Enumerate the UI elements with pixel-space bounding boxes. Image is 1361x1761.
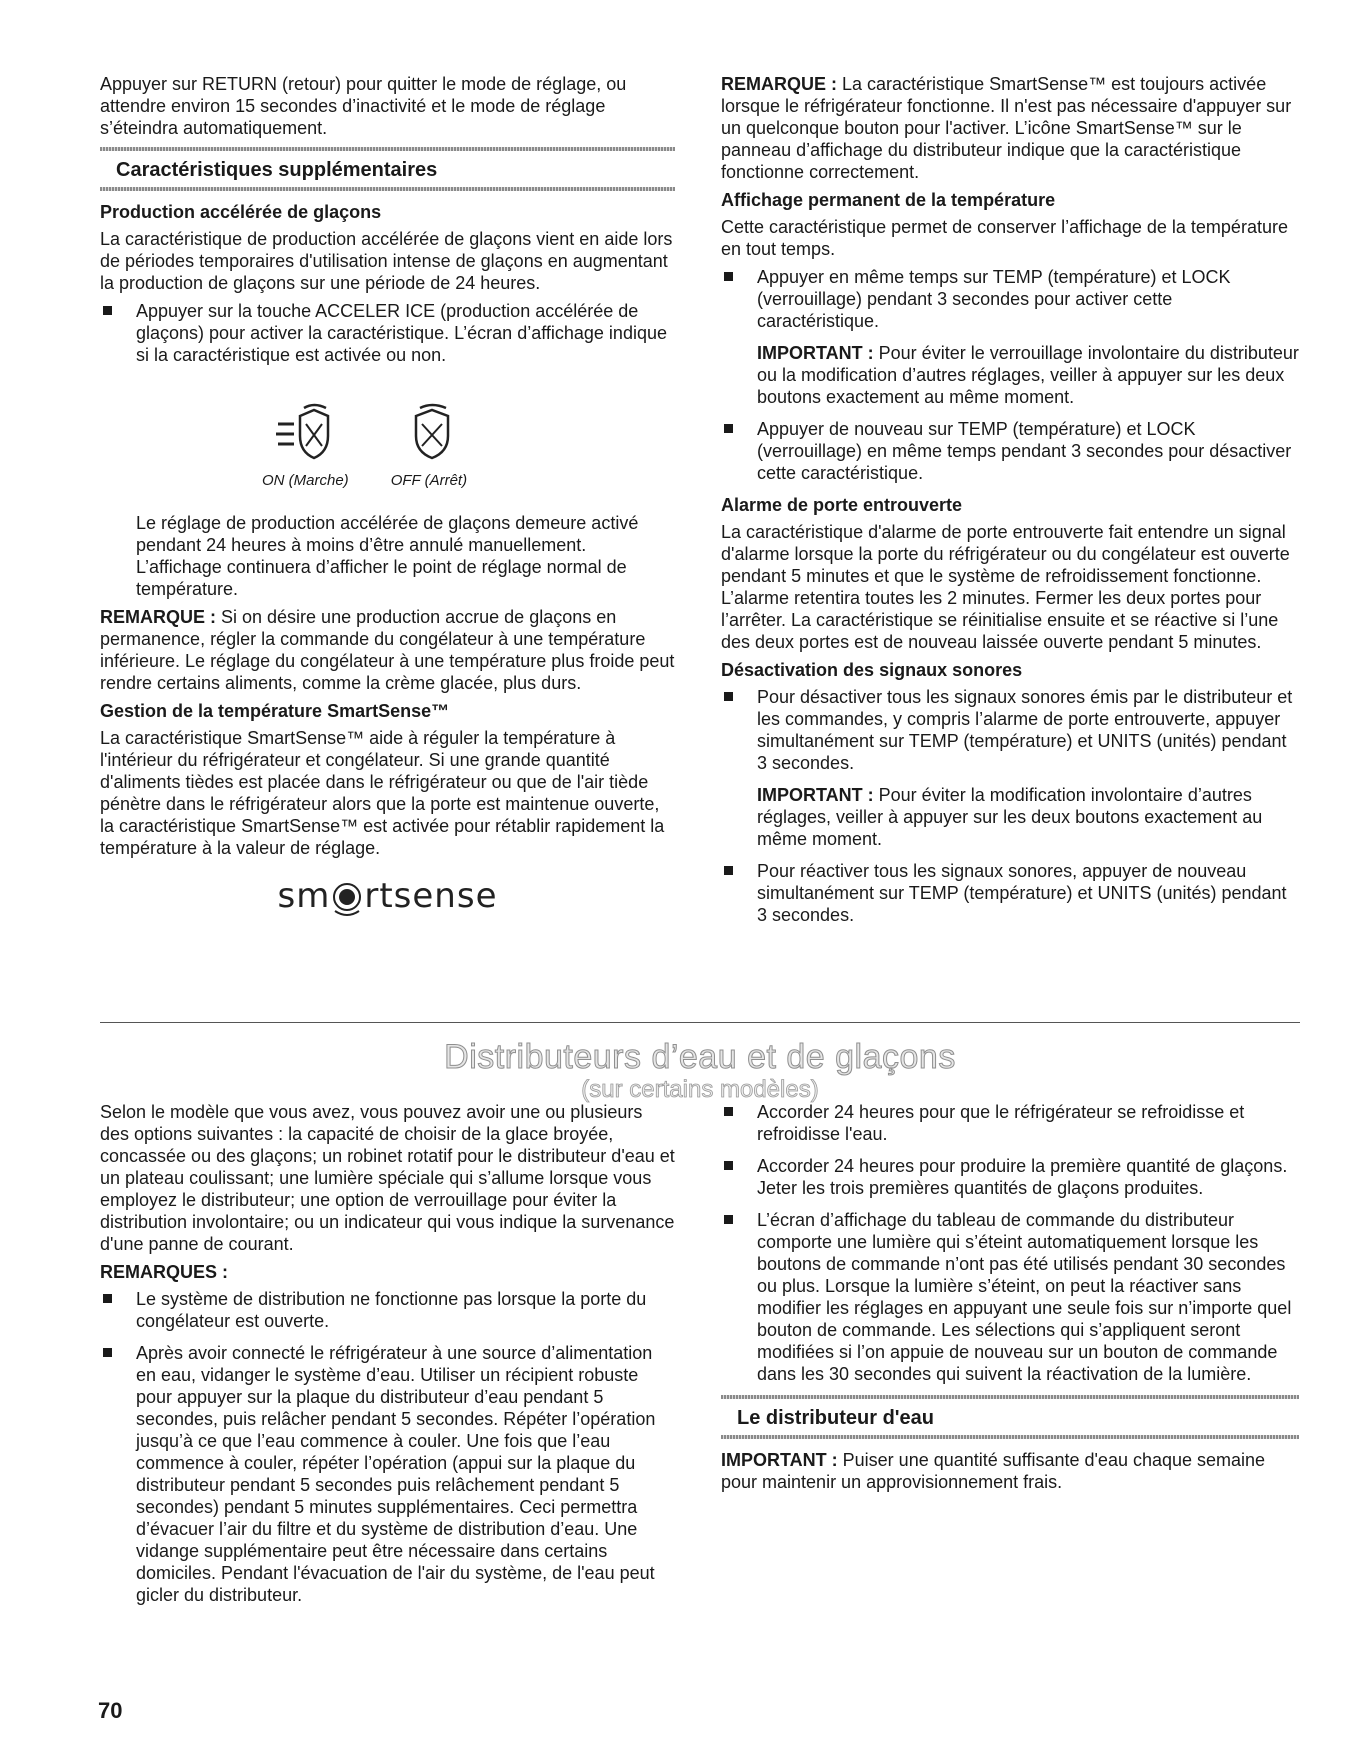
note-text: La caractéristique SmartSense™ est toujours activée lorsque le réfrigérateur fonctionne. Il n'est pas nécessaire d'appuyer sur un quelconque bouton pour l'activer. L’icône SmartSense™ sur le panneau d’affichage du distributeur indique que la caractéristique fonctionne correctement. [721, 74, 1292, 182]
list-item [721, 266, 1299, 408]
main-section-subtitle: (sur certains modèles) [581, 1076, 819, 1103]
left-column-top [100, 73, 675, 917]
paragraph-door-alarm: La caractéristique d'alarme de porte entrouverte fait entendre un signal d'alarme lorsque la porte du réfrigérateur ou du congélateur est ouverte pendant 5 minutes et que le système de refroidissement fonctionne. L’alarme retentira toutes les 2 minutes. Fermer les deux portes pour l’arrêter. La caractéristique se réinitialise ensuite et se réactive si l’une des deux portes est de nouveau laissée ouverte pendant 5 minutes. [721, 522, 1290, 652]
caption-off: OFF (Arrêt) [390, 472, 468, 489]
paragraph-smartsense: La caractéristique SmartSense™ aide à réguler la température à l'intérieur du réfrigérateur et congélateur. Si une grande quantité d'aliments tièdes est placée dans le réfrigérateur ou que de l'air tiède pénètre dans le réfrigérateur alors que la porte est maintenue ouverte, la caractéristique SmartSense™ est activée pour rétablir rapidement la température à la valeur de réglage. [100, 728, 665, 858]
note-smartsense [721, 73, 1299, 183]
list-item-text: Pour désactiver tous les signaux sonores émis par le distributeur et les commandes, y compris l’alarme de porte entrouverte, appuyer simultanément sur TEMP (température) et UNITS (unités) pendant 3 secondes. [757, 687, 1293, 773]
important-text: Pour éviter le verrouillage involontaire du distributeur ou la modification d’autres réglages, veiller à appuyer sur les deux boutons exactement au même moment. [757, 343, 1299, 407]
section-header-features [100, 147, 675, 191]
note-text: Si on désire une production accrue de glaçons en permanence, régler la commande du congélateur à une température inférieure. Le réglage du congélateur à une température plus froide peut rendre certains aliments, comme la crème glacée, plus durs. [100, 607, 675, 693]
list-item: Pour réactiver tous les signaux sonores, appuyer de nouveau simultanément sur TEMP (température) et UNITS (unités) pendant 3 secondes. [721, 860, 1299, 926]
paragraph-ice-duration: Le réglage de production accélérée de glaçons demeure activé pendant 24 heures à moins d’être annulé manuellement. L’affichage continuera d’afficher le point de réglage normal de température. [136, 513, 639, 599]
important-note [757, 342, 1299, 408]
note-label: REMARQUE : [100, 607, 216, 627]
note-ice [100, 606, 675, 694]
important-label: IMPORTANT : [757, 343, 874, 363]
section-title: Le distributeur d'eau [737, 1407, 935, 1429]
paragraph-dispenser-intro: Selon le modèle que vous avez, vous pouvez avoir une ou plusieurs des options suivantes : la capacité de choisir de la glace broyée, concassée ou des glaçons; un robinet rotatif pour le distributeur d'eau et un plateau coulissant; une lumière spéciale qui s’allume lorsque vous employez le distributeur; une option de verrouillage pour éviter la distribution involontaire; ou un indicateur qui vous indique la survenance d'une panne de courant. [100, 1102, 675, 1254]
important-text: Pour éviter la modification involontaire d’autres réglages, veiller à appuyer sur les deux boutons exactement au même moment. [757, 785, 1263, 849]
divider-bottom [721, 1435, 1299, 1439]
subheading-door-alarm: Alarme de porte entrouverte [721, 495, 963, 515]
subheading-sounds: Désactivation des signaux sonores [721, 660, 1023, 680]
subheading-remarques: REMARQUES : [100, 1262, 229, 1282]
bullet-list-sounds [721, 686, 1299, 926]
icon-captions [100, 470, 675, 492]
subheading-temp-display: Affichage permanent de la température [721, 190, 1056, 210]
smartsense-logo [100, 877, 675, 917]
caption-on: ON (Marche) [262, 472, 349, 489]
important-label: IMPORTANT : [757, 785, 874, 805]
section-rule [100, 1022, 1300, 1023]
important-note [757, 784, 1299, 850]
list-item [721, 686, 1299, 850]
main-section-title: Distributeurs d’eau et de glaçons [444, 1038, 956, 1076]
bullet-list-ice [100, 300, 675, 366]
bullet-list-dispenser [721, 1101, 1299, 1385]
ice-off-icon [402, 402, 466, 464]
list-item-text: Appuyer en même temps sur TEMP (température) et LOCK (verrouillage) pendant 3 secondes pour activer cette caractéristique. [757, 267, 1231, 331]
left-column-bottom [100, 1101, 675, 1616]
important-text: Puiser une quantité suffisante d'eau chaque semaine pour maintenir un approvisionnement frais. [721, 1450, 1266, 1492]
list-item: Après avoir connecté le réfrigérateur à une source d’alimentation en eau, vidanger le système d’eau. Utiliser un récipient robuste pour appuyer sur la plaque du distributeur d’eau pendant 5 secondes, puis relâcher pendant 5 secondes. Répéter l’opération jusqu’à ce que l’eau commence à couler. Une fois que l’eau commence à couler, répéter l’opération (appui sur la plaque du distributeur pendant 5 secondes puis relâchement pendant 5 secondes) pendant 5 minutes supplémentaires. Ceci permettra d’évacuer l’air du filtre et du système de distribution d’eau. Une vidange supplémentaire peut être nécessaire dans certains domiciles. Pendant l'évacuation de l'air du système, de l'eau peut gicler du distributeur. [100, 1342, 675, 1606]
list-item: Accorder 24 heures pour que le réfrigérateur se refroidisse et refroidisse l'eau. [721, 1101, 1299, 1145]
smartsense-logo-icon [330, 877, 364, 917]
important-note [721, 1449, 1299, 1493]
logo-text-right: rtsense [364, 876, 498, 916]
paragraph-ice: La caractéristique de production accélérée de glaçons vient en aide lors de périodes temporaires d'utilisation intense de glaçons en augmentant la production de glaçons sur une période de 24 heures. [100, 229, 673, 293]
section-title: Caractéristiques supplémentaires [116, 159, 438, 181]
important-label: IMPORTANT : [721, 1450, 838, 1470]
divider-bottom [100, 187, 675, 191]
ice-icons [100, 402, 675, 464]
section-header-water-dispenser [721, 1395, 1299, 1439]
bullet-list-remarques [100, 1288, 675, 1606]
right-column-top [721, 73, 1299, 936]
right-column-bottom [721, 1101, 1299, 1499]
list-item: Accorder 24 heures pour produire la première quantité de glaçons. Jeter les trois premières quantités de glaçons produites. [721, 1155, 1299, 1199]
subheading-ice: Production accélérée de glaçons [100, 202, 382, 222]
list-item: Appuyer sur la touche ACCELER ICE (production accélérée de glaçons) pour activer la caractéristique. L’écran d’affichage indique si la caractéristique est activée ou non. [100, 300, 675, 366]
note-label: REMARQUE : [721, 74, 837, 94]
paragraph-temp-display: Cette caractéristique permet de conserver l’affichage de la température en tout temps. [721, 217, 1288, 259]
page-number: 70 [98, 1698, 123, 1723]
list-item: L’écran d’affichage du tableau de commande du distributeur comporte une lumière qui s’éteint automatiquement lorsque les boutons de commande n’ont pas été utilisés pendant 30 secondes ou plus. Lorsque la lumière s’éteint, on peut la réactiver sans modifier les réglages en appuyant une seule fois sur n’importe quel bouton de commande. Les sélections qui s’appliquent seront modifiées si l’on appuie de nouveau sur un bouton de commande dans les 30 secondes qui suivent la réactivation de la lumière. [721, 1209, 1299, 1385]
ice-on-icon [276, 402, 340, 464]
logo-text-left: sm [277, 876, 331, 916]
list-item: Appuyer de nouveau sur TEMP (température) et LOCK (verrouillage) en même temps pendant 3 secondes pour désactiver cette caractéristique. [721, 418, 1299, 484]
bullet-list-temp [721, 266, 1299, 484]
subheading-smartsense: Gestion de la température SmartSense™ [100, 701, 450, 721]
list-item: Le système de distribution ne fonctionne pas lorsque la porte du congélateur est ouverte. [100, 1288, 675, 1332]
return-instruction: Appuyer sur RETURN (retour) pour quitter le mode de réglage, ou attendre environ 15 secondes d’inactivité et le mode de réglage s’éteindra automatiquement. [100, 74, 627, 138]
